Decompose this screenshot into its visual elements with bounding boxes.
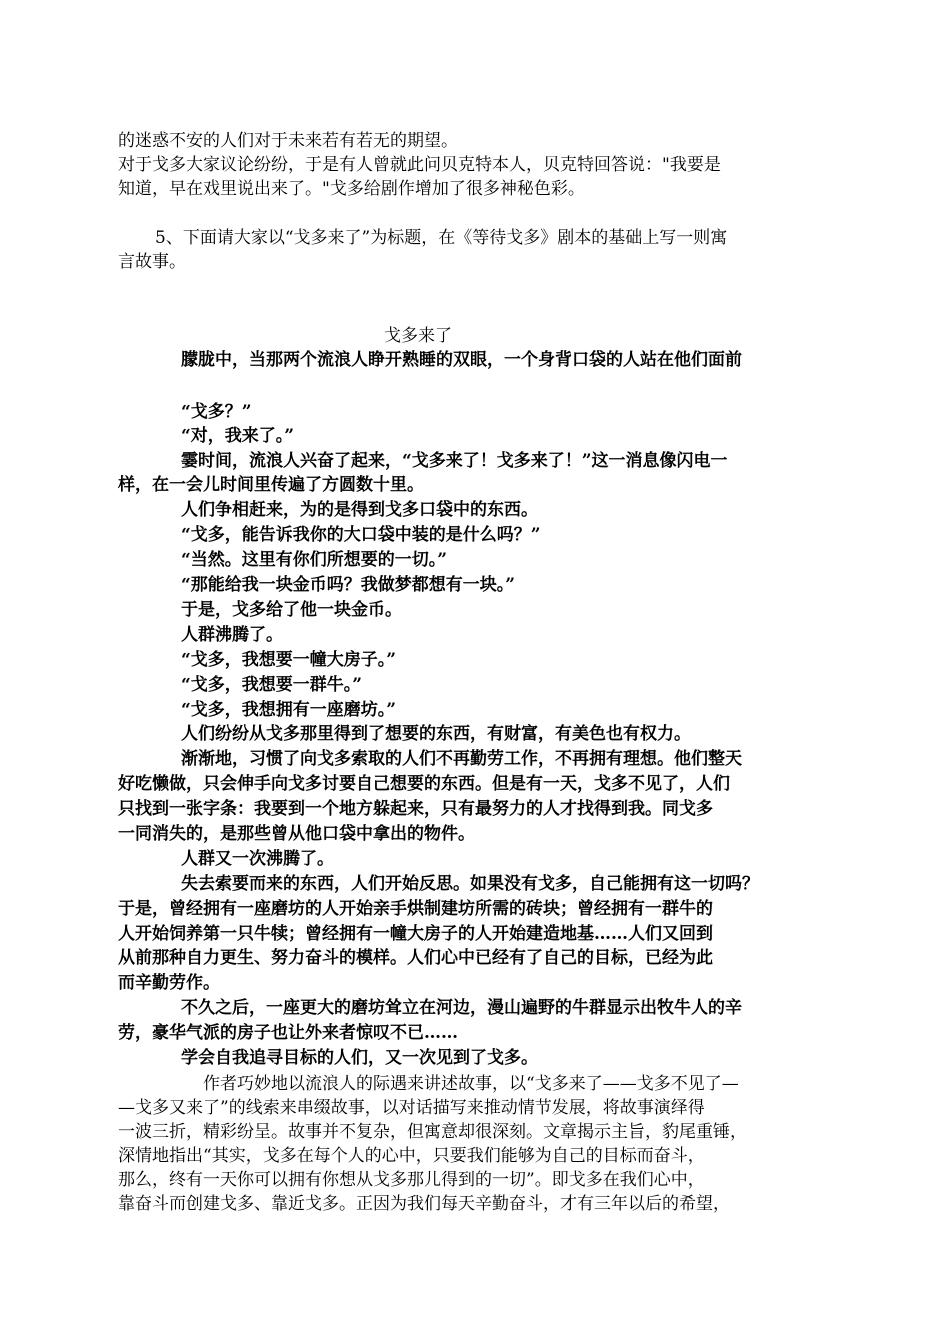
commentary-line: 那么，终有一天你可以拥有你想从戈多那儿得到的一切”。即戈多在我们心中， xyxy=(118,1170,705,1190)
story-line: 劳，豪华气派的房子也让外来者惊叹不已…… xyxy=(118,1023,458,1043)
story-line: “戈多，我想要一群牛。” xyxy=(181,675,363,695)
story-line: 而辛勤劳作。 xyxy=(118,973,220,993)
intro-line-3: 知道，早在戏里说出来了。"戈多给剧作增加了很多神秘色彩。 xyxy=(118,179,585,199)
intro-line-1: 的迷惑不安的人们对于未来若有若无的期望。 xyxy=(118,131,458,151)
story-line: 霎时间，流浪人兴奋了起来，“戈多来了！戈多来了！”这一消息像闪电一 xyxy=(181,451,728,471)
story-line: 朦胧中，当那两个流浪人睁开熟睡的双眼，一个身背口袋的人站在他们面前 xyxy=(181,350,742,370)
story-line: 失去索要而来的东西，人们开始反思。如果没有戈多，自己能拥有这一切吗？ xyxy=(181,874,759,894)
story-line: 学会自我追寻目标的人们，又一次见到了戈多。 xyxy=(181,1048,538,1068)
commentary-line: 深情地指出“其实，戈多在每个人的心中，只要我们能够为自己的目标而奋斗， xyxy=(118,1146,705,1166)
story-line: “对，我来了。” xyxy=(181,426,295,446)
story-line: 于是，戈多给了他一块金币。 xyxy=(181,600,402,620)
story-line: “戈多？” xyxy=(181,402,252,422)
story-line: 人开始饲养第一只牛犊；曾经拥有一幢大房子的人开始建造地基……人们又回到 xyxy=(118,924,713,944)
story-line: “戈多，能告诉我你的大口袋中装的是什么吗？” xyxy=(181,525,541,545)
story-line: 一同消失的，是那些曾从他口袋中拿出的物件。 xyxy=(118,824,475,844)
story-line: 渐渐地，习惯了向戈多索取的人们不再勤劳工作，不再拥有理想。他们整天 xyxy=(181,749,742,769)
story-line: 只找到一张字条：我要到一个地方躲起来，只有最努力的人才找得到我。同戈多 xyxy=(118,799,713,819)
story-line: 好吃懒做，只会伸手向戈多讨要自己想要的东西。但是有一天，戈多不见了，人们 xyxy=(118,774,730,794)
story-line: “那能给我一块金币吗？我做梦都想有一块。” xyxy=(181,575,516,595)
story-line: 不久之后，一座更大的磨坊耸立在河边，漫山遍野的牛群显示出牧牛人的辛 xyxy=(181,998,742,1018)
commentary-line: 一波三折，精彩纷呈。故事并不复杂，但寓意却很深刻。文章揭示主旨，豹尾重锤， xyxy=(118,1122,747,1142)
story-line: “戈多，我想要一幢大房子。” xyxy=(181,650,397,670)
story-line: 从前那种自力更生、努力奋斗的模样。人们心中已经有了自己的目标，已经为此 xyxy=(118,948,713,968)
story-line: 人群沸腾了。 xyxy=(181,625,283,645)
story-line: 人们争相赶来，为的是得到戈多口袋中的东西。 xyxy=(181,500,538,520)
commentary-line: 靠奋斗而创建戈多、靠近戈多。正因为我们每天辛勤奋斗，才有三年以后的希望， xyxy=(118,1194,730,1214)
intro-line-2: 对于戈多大家议论纷纷，于是有人曾就此问贝克特本人，贝克特回答说："我要是 xyxy=(118,155,721,175)
task-line-1: 5、下面请大家以“戈多来了”为标题，在《等待戈多》剧本的基础上写一则寓 xyxy=(155,228,728,248)
story-line: 人们纷纷从戈多那里得到了想要的东西，有财富，有美色也有权力。 xyxy=(181,724,691,744)
story-line: 人群又一次沸腾了。 xyxy=(181,849,334,869)
story-line: “当然。这里有你们所想要的一切。” xyxy=(181,550,448,570)
story-line: “戈多，我想拥有一座磨坊。” xyxy=(181,700,397,720)
commentary-line: 作者巧妙地以流浪人的际遇来讲述故事，以“戈多来了——戈多不见了— xyxy=(203,1074,739,1094)
story-title: 戈多来了 xyxy=(384,326,452,346)
story-line: 于是，曾经拥有一座磨坊的人开始亲手烘制建坊所需的砖块；曾经拥有一群牛的 xyxy=(118,899,713,919)
task-line-2: 言故事。 xyxy=(118,252,186,272)
story-line: 样，在一会儿时间里传遍了方圆数十里。 xyxy=(118,475,424,495)
commentary-line: —戈多又来了”的线索来串缀故事，以对话描写来推动情节发展，将故事演绎得 xyxy=(118,1098,705,1118)
